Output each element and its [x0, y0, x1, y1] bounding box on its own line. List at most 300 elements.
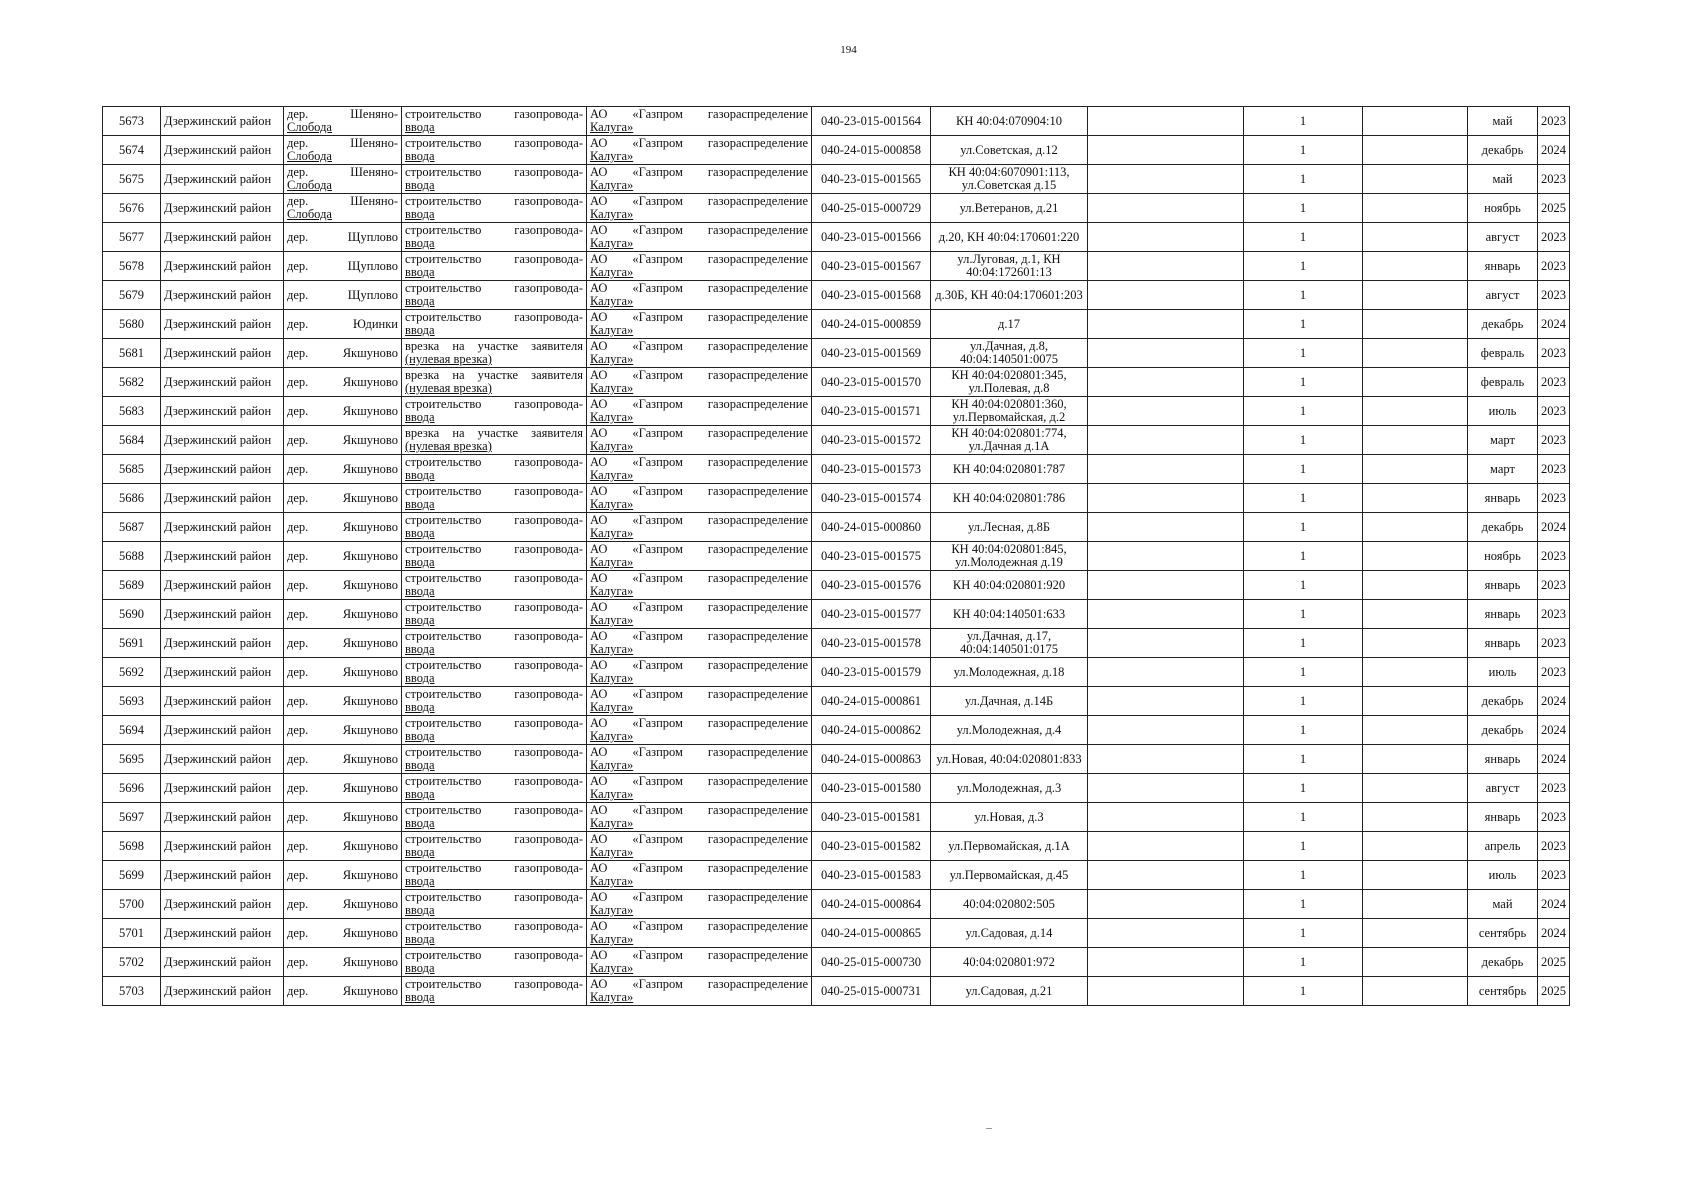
- table-row: [103, 165, 1570, 194]
- table-row: [103, 252, 1570, 281]
- month-cell: июль: [1468, 658, 1538, 687]
- empty-cell: [1088, 861, 1244, 890]
- empty-cell: [1088, 513, 1244, 542]
- organization-cell: [587, 107, 812, 136]
- year-cell: 2023: [1538, 600, 1570, 629]
- table-row: [103, 977, 1570, 1006]
- district-cell: Дзержинский район: [161, 948, 284, 977]
- table-row: [103, 426, 1570, 455]
- work-type-cell-line: ввода: [405, 236, 435, 250]
- organization-cell: [587, 281, 812, 310]
- district-cell: Дзержинский район: [161, 832, 284, 861]
- empty-cell: [1088, 194, 1244, 223]
- quantity-cell: 1: [1244, 136, 1363, 165]
- year-cell: 2024: [1538, 890, 1570, 919]
- organization-cell: [587, 455, 812, 484]
- work-type-cell-line: строительство газопровода-: [405, 513, 583, 527]
- organization-cell-line: Калуга»: [590, 990, 634, 1004]
- empty-cell: [1363, 948, 1468, 977]
- empty-cell: [1088, 339, 1244, 368]
- settlement-cell: [284, 455, 402, 484]
- organization-cell-line: Калуга»: [590, 903, 634, 917]
- month-cell: май: [1468, 165, 1538, 194]
- quantity-cell: 1: [1244, 629, 1363, 658]
- empty-cell: [1088, 629, 1244, 658]
- quantity-cell: 1: [1244, 861, 1363, 890]
- project-code-cell: 040-24-015-000864: [812, 890, 931, 919]
- work-type-cell-line: строительство газопровода-: [405, 571, 583, 585]
- quantity-cell: 1: [1244, 397, 1363, 426]
- organization-cell-line: АО «Газпром газораспределение: [590, 716, 808, 730]
- empty-cell: [1088, 252, 1244, 281]
- quantity-cell: 1: [1244, 948, 1363, 977]
- work-type-cell-line: ввода: [405, 642, 435, 656]
- work-type-cell-line: строительство газопровода-: [405, 745, 583, 759]
- organization-cell-line: АО «Газпром газораспределение: [590, 977, 808, 991]
- empty-cell: [1363, 687, 1468, 716]
- table-row: [103, 803, 1570, 832]
- organization-cell: [587, 716, 812, 745]
- district-cell: Дзержинский район: [161, 977, 284, 1006]
- table-row: [103, 194, 1570, 223]
- empty-cell: [1088, 571, 1244, 600]
- settlement-cell: [284, 716, 402, 745]
- table-row: [103, 513, 1570, 542]
- organization-cell-line: АО «Газпром газораспределение: [590, 571, 808, 585]
- month-cell: январь: [1468, 600, 1538, 629]
- month-cell: январь: [1468, 803, 1538, 832]
- row-number: 5687: [103, 513, 161, 542]
- settlement-cell-line: дер. Якшуново: [287, 635, 398, 650]
- address-cell: ул.Ветеранов, д.21: [931, 194, 1088, 223]
- settlement-cell: [284, 252, 402, 281]
- organization-cell-line: АО «Газпром газораспределение: [590, 687, 808, 701]
- work-type-cell: [402, 281, 587, 310]
- quantity-cell: 1: [1244, 745, 1363, 774]
- settlement-cell: [284, 803, 402, 832]
- organization-cell-line: АО «Газпром газораспределение: [590, 281, 808, 295]
- row-number: 5689: [103, 571, 161, 600]
- address-cell: 40:04:020801:972: [931, 948, 1088, 977]
- organization-cell: [587, 977, 812, 1006]
- work-type-cell-line: ввода: [405, 990, 435, 1004]
- address-cell: КН 40:04:070904:10: [931, 107, 1088, 136]
- organization-cell-line: Калуга»: [590, 236, 634, 250]
- work-type-cell: [402, 426, 587, 455]
- organization-cell-line: Калуга»: [590, 555, 634, 569]
- month-cell: июль: [1468, 397, 1538, 426]
- organization-cell-line: Калуга»: [590, 932, 634, 946]
- empty-cell: [1363, 426, 1468, 455]
- row-number: 5698: [103, 832, 161, 861]
- organization-cell-line: АО «Газпром газораспределение: [590, 194, 808, 208]
- project-code-cell: 040-24-015-000858: [812, 136, 931, 165]
- settlement-cell-line: дер. Якшуново: [287, 693, 398, 708]
- table-row: [103, 310, 1570, 339]
- empty-cell: [1363, 658, 1468, 687]
- table-row: [103, 484, 1570, 513]
- table-row: [103, 890, 1570, 919]
- month-cell: июль: [1468, 861, 1538, 890]
- address-cell: ул.Дачная, д.8, 40:04:140501:0075: [931, 339, 1088, 368]
- project-code-cell: 040-24-015-000862: [812, 716, 931, 745]
- empty-cell: [1363, 252, 1468, 281]
- table-row: [103, 542, 1570, 571]
- empty-cell: [1363, 861, 1468, 890]
- table-row: [103, 455, 1570, 484]
- project-code-cell: 040-25-015-000731: [812, 977, 931, 1006]
- project-code-cell: 040-23-015-001574: [812, 484, 931, 513]
- row-number: 5683: [103, 397, 161, 426]
- work-type-cell-line: ввода: [405, 265, 435, 279]
- work-type-cell: [402, 252, 587, 281]
- year-cell: 2023: [1538, 861, 1570, 890]
- settlement-cell: [284, 368, 402, 397]
- project-code-cell: 040-23-015-001569: [812, 339, 931, 368]
- month-cell: сентябрь: [1468, 919, 1538, 948]
- address-cell: ул.Луговая, д.1, КН 40:04:172601:13: [931, 252, 1088, 281]
- work-type-cell-line: строительство газопровода-: [405, 455, 583, 469]
- organization-cell-line: Калуга»: [590, 613, 634, 627]
- empty-cell: [1363, 890, 1468, 919]
- organization-cell-line: АО «Газпром газораспределение: [590, 455, 808, 469]
- settlement-cell: [284, 107, 402, 136]
- organization-cell-line: АО «Газпром газораспределение: [590, 600, 808, 614]
- settlement-cell: [284, 136, 402, 165]
- project-code-cell: 040-23-015-001580: [812, 774, 931, 803]
- work-type-cell: [402, 745, 587, 774]
- organization-cell: [587, 310, 812, 339]
- row-number: 5690: [103, 600, 161, 629]
- organization-cell-line: АО «Газпром газораспределение: [590, 658, 808, 672]
- month-cell: март: [1468, 455, 1538, 484]
- settlement-cell: [284, 774, 402, 803]
- settlement-cell-line: дер. Якшуново: [287, 664, 398, 679]
- row-number: 5694: [103, 716, 161, 745]
- organization-cell-line: Калуга»: [590, 642, 634, 656]
- page-number: 194: [840, 44, 857, 56]
- organization-cell-line: Калуга»: [590, 207, 634, 221]
- organization-cell-line: Калуга»: [590, 729, 634, 743]
- quantity-cell: 1: [1244, 368, 1363, 397]
- empty-cell: [1363, 368, 1468, 397]
- year-cell: 2023: [1538, 658, 1570, 687]
- settlement-cell: [284, 600, 402, 629]
- organization-cell: [587, 919, 812, 948]
- scan-mark: [986, 1128, 992, 1129]
- organization-cell-line: АО «Газпром газораспределение: [590, 252, 808, 266]
- address-cell: ул.Лесная, д.8Б: [931, 513, 1088, 542]
- quantity-cell: 1: [1244, 542, 1363, 571]
- year-cell: 2024: [1538, 513, 1570, 542]
- settlement-cell: [284, 687, 402, 716]
- quantity-cell: 1: [1244, 571, 1363, 600]
- settlement-cell-line: дер. Щуплово: [287, 229, 398, 244]
- row-number: 5700: [103, 890, 161, 919]
- month-cell: август: [1468, 223, 1538, 252]
- organization-cell: [587, 223, 812, 252]
- quantity-cell: 1: [1244, 658, 1363, 687]
- project-code-cell: 040-23-015-001568: [812, 281, 931, 310]
- empty-cell: [1088, 774, 1244, 803]
- empty-cell: [1363, 919, 1468, 948]
- empty-cell: [1363, 310, 1468, 339]
- settlement-cell-line: дер. Якшуново: [287, 780, 398, 795]
- work-type-cell-line: ввода: [405, 700, 435, 714]
- district-cell: Дзержинский район: [161, 368, 284, 397]
- work-type-cell: [402, 977, 587, 1006]
- project-code-cell: 040-24-015-000865: [812, 919, 931, 948]
- organization-cell-line: Калуга»: [590, 816, 634, 830]
- empty-cell: [1088, 658, 1244, 687]
- work-type-cell: [402, 658, 587, 687]
- address-cell: д.17: [931, 310, 1088, 339]
- project-code-cell: 040-25-015-000730: [812, 948, 931, 977]
- work-type-cell: [402, 542, 587, 571]
- year-cell: 2023: [1538, 281, 1570, 310]
- settlement-cell: [284, 339, 402, 368]
- settlement-cell: [284, 658, 402, 687]
- empty-cell: [1088, 890, 1244, 919]
- month-cell: декабрь: [1468, 716, 1538, 745]
- table-row: [103, 861, 1570, 890]
- year-cell: 2025: [1538, 194, 1570, 223]
- work-type-cell-line: ввода: [405, 584, 435, 598]
- organization-cell: [587, 368, 812, 397]
- table-row: [103, 571, 1570, 600]
- work-type-cell-line: врезка на участке заявителя: [405, 426, 583, 440]
- organization-cell: [587, 397, 812, 426]
- work-type-cell-line: строительство газопровода-: [405, 252, 583, 266]
- empty-cell: [1088, 368, 1244, 397]
- address-cell: КН 40:04:020801:345, ул.Полевая, д.8: [931, 368, 1088, 397]
- organization-cell-line: АО «Газпром газораспределение: [590, 339, 808, 353]
- table-row: [103, 339, 1570, 368]
- organization-cell: [587, 484, 812, 513]
- organization-cell-line: Калуга»: [590, 120, 634, 134]
- district-cell: Дзержинский район: [161, 310, 284, 339]
- district-cell: Дзержинский район: [161, 919, 284, 948]
- month-cell: декабрь: [1468, 513, 1538, 542]
- work-type-cell-line: строительство газопровода-: [405, 542, 583, 556]
- address-cell: КН 40:04:140501:633: [931, 600, 1088, 629]
- settlement-cell: [284, 832, 402, 861]
- month-cell: май: [1468, 107, 1538, 136]
- work-type-cell: [402, 832, 587, 861]
- settlement-cell: [284, 542, 402, 571]
- organization-cell: [587, 774, 812, 803]
- organization-cell: [587, 948, 812, 977]
- month-cell: сентябрь: [1468, 977, 1538, 1006]
- work-type-cell-line: строительство газопровода-: [405, 687, 583, 701]
- table-row: [103, 948, 1570, 977]
- settlement-cell-line: дер. Щуплово: [287, 287, 398, 302]
- district-cell: Дзержинский район: [161, 426, 284, 455]
- district-cell: Дзержинский район: [161, 629, 284, 658]
- work-type-cell-line: ввода: [405, 671, 435, 685]
- organization-cell-line: АО «Газпром газораспределение: [590, 948, 808, 962]
- work-type-cell-line: ввода: [405, 874, 435, 888]
- work-type-cell-line: ввода: [405, 410, 435, 424]
- work-type-cell-line: ввода: [405, 816, 435, 830]
- settlement-cell: [284, 977, 402, 1006]
- project-code-cell: 040-23-015-001581: [812, 803, 931, 832]
- settlement-cell: [284, 861, 402, 890]
- empty-cell: [1363, 600, 1468, 629]
- district-cell: Дзержинский район: [161, 252, 284, 281]
- project-code-cell: 040-23-015-001577: [812, 600, 931, 629]
- year-cell: 2024: [1538, 716, 1570, 745]
- table-row: [103, 629, 1570, 658]
- organization-cell-line: Калуга»: [590, 468, 634, 482]
- work-type-cell: [402, 397, 587, 426]
- organization-cell-line: АО «Газпром газораспределение: [590, 919, 808, 933]
- work-type-cell-line: ввода: [405, 323, 435, 337]
- work-type-cell-line: ввода: [405, 468, 435, 482]
- work-type-cell-line: (нулевая врезка): [405, 381, 492, 395]
- table-row: [103, 136, 1570, 165]
- work-type-cell: [402, 716, 587, 745]
- work-type-cell-line: ввода: [405, 555, 435, 569]
- organization-cell: [587, 571, 812, 600]
- quantity-cell: 1: [1244, 890, 1363, 919]
- empty-cell: [1088, 745, 1244, 774]
- organization-cell-line: Калуга»: [590, 323, 634, 337]
- row-number: 5682: [103, 368, 161, 397]
- organization-cell-line: Калуга»: [590, 700, 634, 714]
- work-type-cell: [402, 310, 587, 339]
- address-cell: КН 40:04:020801:920: [931, 571, 1088, 600]
- settlement-cell-line: Слобода: [287, 178, 332, 192]
- row-number: 5691: [103, 629, 161, 658]
- month-cell: январь: [1468, 252, 1538, 281]
- address-cell: ул.Первомайская, д.1А: [931, 832, 1088, 861]
- address-cell: КН 40:04:020801:845, ул.Молодежная д.19: [931, 542, 1088, 571]
- year-cell: 2024: [1538, 310, 1570, 339]
- organization-cell-line: АО «Газпром газораспределение: [590, 745, 808, 759]
- work-type-cell-line: строительство газопровода-: [405, 861, 583, 875]
- settlement-cell-line: дер. Шеняно-: [287, 136, 398, 150]
- district-cell: Дзержинский район: [161, 165, 284, 194]
- settlement-cell-line: дер. Якшуново: [287, 954, 398, 969]
- settlement-cell-line: дер. Якшуново: [287, 345, 398, 360]
- settlement-cell: [284, 397, 402, 426]
- organization-cell: [587, 165, 812, 194]
- year-cell: 2023: [1538, 397, 1570, 426]
- project-code-cell: 040-23-015-001576: [812, 571, 931, 600]
- address-cell: ул.Молодежная, д.4: [931, 716, 1088, 745]
- organization-cell: [587, 426, 812, 455]
- organization-cell-line: АО «Газпром газораспределение: [590, 223, 808, 237]
- year-cell: 2023: [1538, 774, 1570, 803]
- table-row: [103, 687, 1570, 716]
- empty-cell: [1363, 136, 1468, 165]
- district-cell: Дзержинский район: [161, 716, 284, 745]
- empty-cell: [1363, 455, 1468, 484]
- year-cell: 2024: [1538, 136, 1570, 165]
- address-cell: 40:04:020802:505: [931, 890, 1088, 919]
- year-cell: 2024: [1538, 919, 1570, 948]
- settlement-cell: [284, 223, 402, 252]
- organization-cell-line: АО «Газпром газораспределение: [590, 513, 808, 527]
- month-cell: декабрь: [1468, 948, 1538, 977]
- organization-cell: [587, 339, 812, 368]
- organization-cell-line: Калуга»: [590, 874, 634, 888]
- year-cell: 2023: [1538, 107, 1570, 136]
- address-cell: КН 40:04:020801:774, ул.Дачная д.1А: [931, 426, 1088, 455]
- organization-cell-line: АО «Газпром газораспределение: [590, 136, 808, 150]
- empty-cell: [1363, 803, 1468, 832]
- work-type-cell-line: строительство газопровода-: [405, 310, 583, 324]
- quantity-cell: 1: [1244, 281, 1363, 310]
- district-cell: Дзержинский район: [161, 513, 284, 542]
- district-cell: Дзержинский район: [161, 861, 284, 890]
- empty-cell: [1363, 339, 1468, 368]
- settlement-cell-line: дер. Якшуново: [287, 374, 398, 389]
- quantity-cell: 1: [1244, 252, 1363, 281]
- work-type-cell-line: ввода: [405, 903, 435, 917]
- quantity-cell: 1: [1244, 716, 1363, 745]
- address-cell: ул.Дачная, д.14Б: [931, 687, 1088, 716]
- empty-cell: [1363, 397, 1468, 426]
- row-number: 5703: [103, 977, 161, 1006]
- quantity-cell: 1: [1244, 339, 1363, 368]
- empty-cell: [1088, 977, 1244, 1006]
- work-type-cell: [402, 107, 587, 136]
- organization-cell-line: Калуга»: [590, 265, 634, 279]
- quantity-cell: 1: [1244, 600, 1363, 629]
- address-cell: ул.Дачная, д.17, 40:04:140501:0175: [931, 629, 1088, 658]
- work-type-cell-line: строительство газопровода-: [405, 948, 583, 962]
- project-code-cell: 040-23-015-001570: [812, 368, 931, 397]
- quantity-cell: 1: [1244, 223, 1363, 252]
- month-cell: февраль: [1468, 368, 1538, 397]
- settlement-cell-line: дер. Шеняно-: [287, 165, 398, 179]
- organization-cell-line: Калуга»: [590, 845, 634, 859]
- row-number: 5695: [103, 745, 161, 774]
- settlement-cell: [284, 484, 402, 513]
- settlement-cell: [284, 310, 402, 339]
- organization-cell-line: Калуга»: [590, 439, 634, 453]
- organization-cell-line: АО «Газпром газораспределение: [590, 832, 808, 846]
- year-cell: 2023: [1538, 629, 1570, 658]
- organization-cell-line: Калуга»: [590, 410, 634, 424]
- table-row: [103, 397, 1570, 426]
- organization-cell-line: АО «Газпром газораспределение: [590, 542, 808, 556]
- work-type-cell: [402, 948, 587, 977]
- settlement-cell-line: дер. Якшуново: [287, 548, 398, 563]
- settlement-cell-line: дер. Якшуново: [287, 403, 398, 418]
- organization-cell: [587, 629, 812, 658]
- district-cell: Дзержинский район: [161, 803, 284, 832]
- district-cell: Дзержинский район: [161, 281, 284, 310]
- settlement-cell-line: Слобода: [287, 149, 332, 163]
- organization-cell: [587, 687, 812, 716]
- empty-cell: [1088, 600, 1244, 629]
- organization-cell-line: АО «Газпром газораспределение: [590, 165, 808, 179]
- organization-cell: [587, 890, 812, 919]
- settlement-cell-line: дер. Щуплово: [287, 258, 398, 273]
- row-number: 5680: [103, 310, 161, 339]
- work-type-cell-line: строительство газопровода-: [405, 107, 583, 121]
- work-type-cell: [402, 919, 587, 948]
- quantity-cell: 1: [1244, 774, 1363, 803]
- empty-cell: [1088, 832, 1244, 861]
- settlement-cell: [284, 919, 402, 948]
- settlement-cell: [284, 629, 402, 658]
- empty-cell: [1363, 223, 1468, 252]
- project-code-cell: 040-24-015-000861: [812, 687, 931, 716]
